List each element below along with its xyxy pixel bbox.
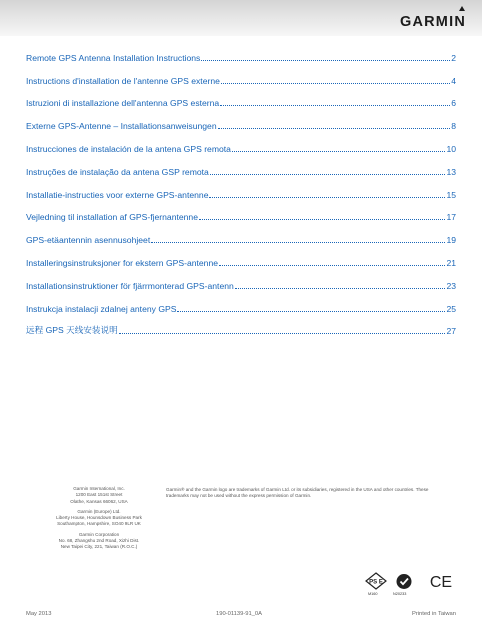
- toc-entry-page: 17: [446, 212, 456, 223]
- toc-entry-title: Externe GPS-Antenne – Installationsanweisungen: [26, 121, 217, 132]
- toc-entry-page: 15: [446, 189, 456, 200]
- toc-entry-title: Instructions d'installation de l'antenne GPS externe: [26, 75, 220, 86]
- toc-entry-spanish[interactable]: [26, 131, 456, 154]
- address-line: Garmin International, Inc.: [73, 486, 125, 491]
- pse-mark-text: PS E: [369, 579, 383, 586]
- toc-entry-page: 27: [446, 326, 456, 337]
- footer-date: May 2013: [26, 611, 52, 617]
- toc-entry-title: GPS-etäantennin asennusohjeet: [26, 235, 151, 246]
- toc-dot-leader: [218, 128, 451, 129]
- footer-part-number: 190-01139-91_0A: [216, 611, 262, 617]
- address-line: New Taipei City, 221, Taiwan (R.O.C.): [60, 544, 138, 550]
- toc-entry-title: Installeringsinstruksjoner for ekstern GPS-antenne: [26, 257, 219, 268]
- address-block-taiwan: [40, 532, 158, 551]
- certification-marks: [365, 572, 465, 602]
- page-footer: [26, 611, 456, 621]
- toc-entry-chinese[interactable]: [26, 314, 456, 337]
- toc-entry-page: 2: [451, 52, 456, 63]
- toc-entry-italian[interactable]: [26, 86, 456, 109]
- footer-printed-in: Printed in Taiwan: [411, 611, 456, 617]
- ce-mark-icon: [427, 572, 455, 595]
- toc-entry-page: 4: [451, 75, 456, 86]
- toc-entry-page: 13: [446, 166, 456, 177]
- toc-entry-title: Vejledning til installation af GPS-fjernantenne: [26, 212, 198, 223]
- toc-entry-page: 8: [451, 121, 456, 132]
- toc-entry-title: Remote GPS Antenna Installation Instructions: [26, 52, 201, 63]
- toc-dot-leader: [199, 219, 445, 220]
- toc-entry-title: Instruções de instalação da antena GSP remota: [26, 166, 209, 177]
- toc-entry-title: Istruzioni di installazione dell'antenna GPS esterna: [26, 98, 220, 109]
- toc-dot-leader: [119, 333, 446, 334]
- toc-entry-page: 25: [446, 303, 456, 314]
- toc-dot-leader: [201, 60, 450, 61]
- toc-entry-page: 10: [446, 143, 456, 154]
- toc-dot-leader: [232, 151, 446, 152]
- toc-entry-french[interactable]: [26, 63, 456, 86]
- address-block-uk: [40, 509, 158, 528]
- toc-entry-title: Installationsinstruktioner för fjärrmonterad GPS-antenn: [26, 280, 234, 291]
- toc-entry-danish[interactable]: [26, 200, 456, 223]
- toc-entry-norwegian[interactable]: [26, 245, 456, 268]
- toc-entry-german[interactable]: [26, 108, 456, 131]
- address-line: 1200 East 151st Street: [75, 492, 123, 498]
- address-line: Southampton, Hampshire, SO40 9LR UK: [57, 521, 141, 527]
- toc-entry-dutch[interactable]: [26, 177, 456, 200]
- toc-dot-leader: [151, 242, 445, 243]
- toc-dot-leader: [209, 197, 445, 198]
- address-block-usa: [40, 486, 158, 505]
- garmin-logo: GARMIN: [399, 14, 466, 30]
- trademark-line: Garmin® and the Garmin logo are trademarks of Garmin Ltd. or its subsidiaries, registered in the USA and other countries. These: [166, 487, 429, 492]
- address-line: Liberty House, Hounsdown Business Park: [56, 515, 142, 521]
- toc-dot-leader: [235, 288, 446, 289]
- toc-entry-english[interactable]: [26, 40, 456, 63]
- toc-dot-leader: [210, 174, 446, 175]
- company-addresses: [40, 486, 158, 555]
- address-line: Garmin Corporation: [78, 531, 120, 537]
- toc-dot-leader: [221, 83, 450, 84]
- toc-entry-title: Instrucciones de instalación de la antena GPS remota: [26, 143, 231, 154]
- address-line: No. 68, Zhangshu 2nd Road, Xizhi Dist.: [58, 538, 140, 544]
- address-line: Olathe, Kansas 66062, USA: [70, 498, 128, 504]
- toc-entry-finnish[interactable]: [26, 222, 456, 245]
- toc-dot-leader: [220, 105, 450, 106]
- toc-entry-page: 19: [446, 235, 456, 246]
- toc-entry-title: Installatie-instructies voor externe GPS-antenne: [26, 189, 209, 200]
- toc-entry-swedish[interactable]: [26, 268, 456, 291]
- table-of-contents: [26, 40, 456, 336]
- address-line: Garmin (Europe) Ltd.: [77, 508, 121, 514]
- garmin-triangle-icon: [459, 6, 465, 11]
- toc-entry-title: 远程 GPS 天线安装说明: [26, 325, 118, 336]
- toc-entry-title: Instrukcja instalacji zdalnej anteny GPS: [26, 303, 177, 314]
- toc-entry-polish[interactable]: [26, 291, 456, 314]
- toc-dot-leader: [177, 311, 445, 312]
- toc-entry-page: 21: [446, 257, 456, 268]
- toc-entry-portuguese[interactable]: [26, 154, 456, 177]
- c-tick-code: N20233: [393, 592, 407, 596]
- trademark-notice: [166, 487, 446, 500]
- toc-dot-leader: [219, 265, 445, 266]
- ce-mark-text: CE: [429, 574, 453, 590]
- trademark-line: trademarks may not be used without the express permission of Garmin.: [166, 493, 312, 499]
- pse-code: M160: [368, 592, 378, 596]
- toc-entry-page: 23: [446, 280, 456, 291]
- toc-entry-page: 6: [451, 98, 456, 109]
